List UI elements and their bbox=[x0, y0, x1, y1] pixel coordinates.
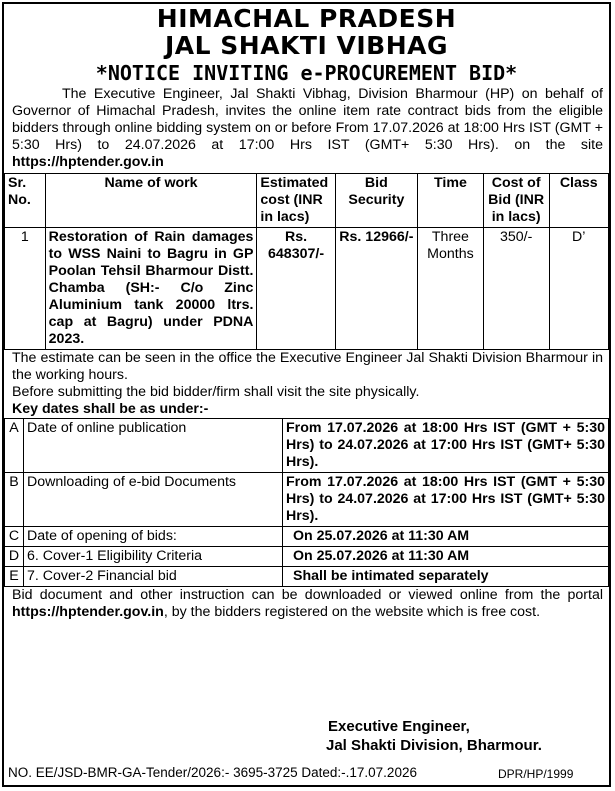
cell-cost-of-bid: 350/- bbox=[483, 228, 549, 350]
col-cost-of-bid: Cost of Bid (INR in lacs) bbox=[483, 174, 549, 228]
intro-site-link[interactable]: https://hptender.gov.in bbox=[12, 154, 164, 170]
portal-link[interactable]: https://hptender.gov.in bbox=[12, 604, 164, 620]
notice-page bbox=[2, 2, 611, 787]
col-estimated-cost: Estimated cost (INR in lacs) bbox=[257, 174, 335, 228]
key-dates-table bbox=[4, 418, 609, 587]
estimate-note: The estimate can be seen in the office the Executive Engineer Jal Shakti Division Bharmour in the working hours. bbox=[12, 350, 603, 383]
key-dates-title: Key dates shall be as under:- bbox=[12, 401, 209, 417]
key-date-label: 6. Cover-1 Eligibility Criteria bbox=[24, 547, 283, 567]
closing-text-after: , by the bidders registered on the website which is free cost. bbox=[163, 604, 541, 620]
key-date-row bbox=[5, 419, 609, 473]
work-table bbox=[4, 173, 609, 350]
signature-division: Jal Shakti Division, Bharmour. bbox=[326, 737, 542, 754]
cell-name: Restoration of Rain damages to WSS Naini to Bagru in GP Poolan Tehsil Bharmour Distt. Chamba (SH:- C/o Zinc Aluminium tank 20000 ltrs. cap at Bagru) under PDNA 2023. bbox=[45, 228, 257, 350]
key-date-letter: C bbox=[5, 527, 24, 547]
footer-code: DPR/HP/1999 bbox=[498, 767, 574, 781]
signature-block bbox=[326, 717, 542, 755]
intro-paragraph bbox=[4, 83, 609, 171]
key-date-letter: D bbox=[5, 547, 24, 567]
footer-reference: NO. EE/JSD-BMR-GA-Tender/2026:- 3695-3725 Dated:-.17.07.2026 bbox=[8, 765, 417, 780]
key-date-row bbox=[5, 527, 609, 547]
key-date-value: From 17.07.2026 at 18:00 Hrs IST (GMT + 5:30 Hrs) to 24.07.2026 at 17:00 Hrs IST (GMT+ 5:30 Hrs). bbox=[283, 419, 609, 473]
cell-bid-security: Rs. 12966/- bbox=[335, 228, 417, 350]
signature-title: Executive Engineer, bbox=[328, 718, 470, 735]
table-row bbox=[5, 228, 609, 350]
key-date-value: On 25.07.2026 at 11:30 AM bbox=[283, 527, 609, 547]
intro-text: The Executive Engineer, Jal Shakti Vibhag, Division Bharmour (HP) on behalf of Governor of Himachal Pradesh, invites the online item rate contract bids from the eligible bidders through online bidding system on or before From 17.07.2026 at 18:00 Hrs IST (GMT + 5:30 Hrs) to 24.07.2026 at 17:00 Hrs IST (GMT+ 5:30 Hrs). on the site bbox=[12, 86, 603, 153]
key-date-letter: B bbox=[5, 473, 24, 527]
notice-title: *NOTICE INVITING e-PROCUREMENT BID* bbox=[95, 61, 518, 85]
key-date-letter: A bbox=[5, 419, 24, 473]
key-date-label: Downloading of e-bid Documents bbox=[24, 473, 283, 527]
closing-paragraph bbox=[4, 587, 609, 621]
work-table-header bbox=[5, 174, 609, 228]
cell-class: D’ bbox=[549, 228, 609, 350]
key-date-row bbox=[5, 567, 609, 587]
key-date-label: Date of online publication bbox=[24, 419, 283, 473]
col-bid-security: Bid Security bbox=[335, 174, 417, 228]
cell-sr: 1 bbox=[5, 228, 46, 350]
key-date-row bbox=[5, 547, 609, 567]
closing-text-before: Bid document and other instruction can be downloaded or viewed online from the portal bbox=[12, 587, 603, 603]
cell-estimated-cost: Rs. 648307/- bbox=[257, 228, 335, 350]
key-date-label: Date of opening of bids: bbox=[24, 527, 283, 547]
header-state: HIMACHAL PRADESH bbox=[156, 4, 457, 33]
col-time: Time bbox=[418, 174, 484, 228]
col-class: Class bbox=[549, 174, 609, 228]
site-visit-note: Before submitting the bid bidder/firm shall visit the site physically. bbox=[12, 384, 420, 400]
key-date-label: 7. Cover-2 Financial bid bbox=[24, 567, 283, 587]
col-sr: Sr. No. bbox=[5, 174, 46, 228]
key-date-letter: E bbox=[5, 567, 24, 587]
header-department: JAL SHAKTI VIBHAG bbox=[165, 31, 448, 60]
key-date-value: Shall be intimated separately bbox=[283, 567, 609, 587]
cell-time: Three Months bbox=[418, 228, 484, 350]
key-date-row bbox=[5, 473, 609, 527]
key-date-value: On 25.07.2026 at 11:30 AM bbox=[283, 547, 609, 567]
col-name: Name of work bbox=[45, 174, 257, 228]
key-date-value: From 17.07.2026 at 18:00 Hrs IST (GMT + 5:30 Hrs) to 24.07.2026 at 17:00 Hrs IST (GMT+ 5:30 Hrs). bbox=[283, 473, 609, 527]
